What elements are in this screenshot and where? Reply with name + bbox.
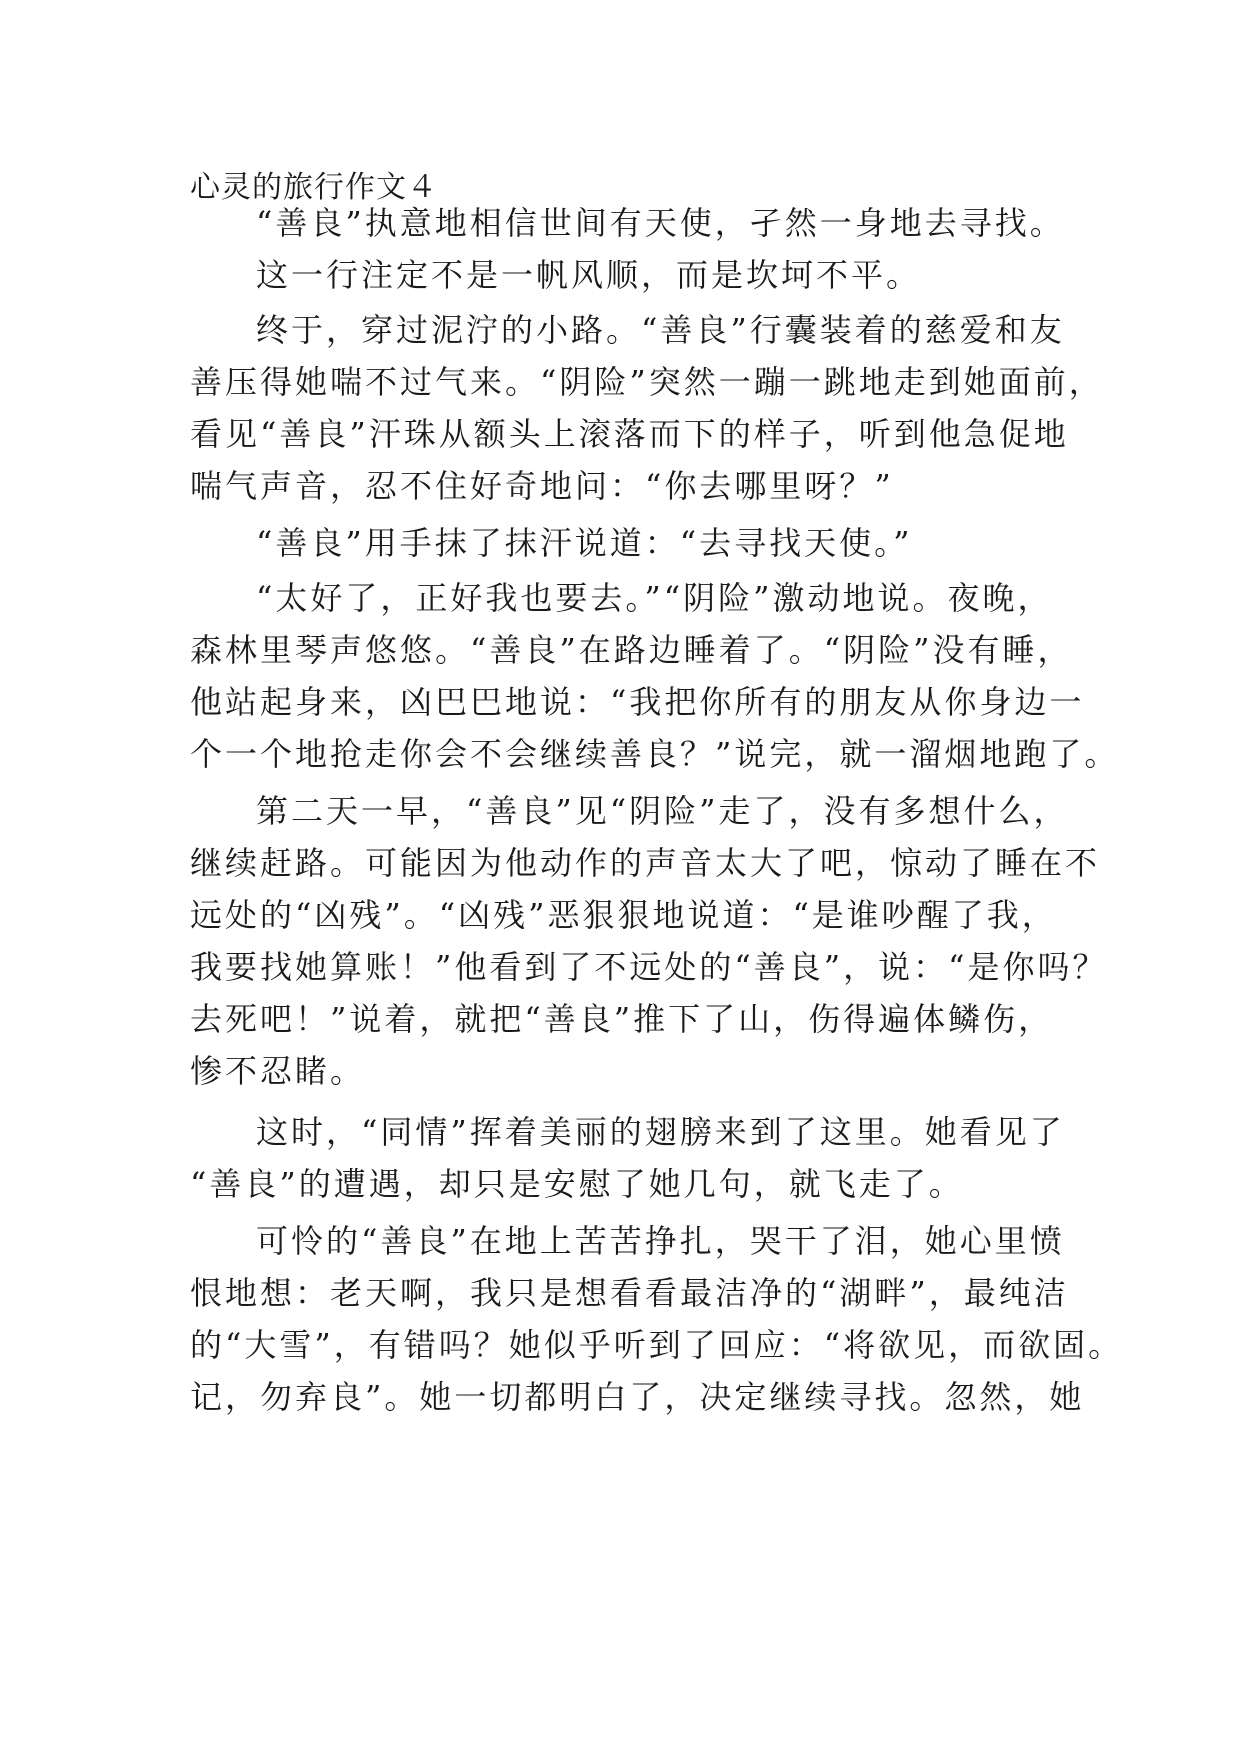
text-line: 终于，穿过泥泞的小路。“善良”行囊装着的慈爱和友 bbox=[256, 311, 1065, 349]
text-line: 恨地想：老天啊，我只是想看看最洁净的“湖畔”，最纯洁 bbox=[190, 1274, 1069, 1312]
text-line: 善压得她喘不过气来。“阴险”突然一蹦一跳地走到她面前， bbox=[190, 363, 1104, 401]
text-line: 的“大雪”，有错吗？她似乎听到了回应：“将欲见，而欲固。 bbox=[190, 1326, 1124, 1364]
text-line: 可怜的“善良”在地上苦苦挣扎，哭干了泪，她心里愤 bbox=[256, 1222, 1065, 1260]
text-line: 记，勿弃良”。她一切都明白了，决定继续寻找。忽然，她 bbox=[190, 1378, 1085, 1416]
text-line: 去死吧！”说着，就把“善良”推下了山，伤得遍体鳞伤， bbox=[190, 1000, 1054, 1038]
text-line: 惨不忍睹。 bbox=[190, 1052, 366, 1090]
text-line: 远处的“凶残”。“凶残”恶狠狠地说道：“是谁吵醒了我， bbox=[190, 896, 1057, 934]
text-line: 继续赶路。可能因为他动作的声音太大了吧，惊动了睡在不 bbox=[190, 844, 1101, 882]
text-line: 看见“善良”汗珠从额头上滚落而下的样子，听到他急促地 bbox=[190, 415, 1069, 453]
text-line: 喘气声音，忍不住好奇地问：“你去哪里呀？” bbox=[190, 467, 894, 505]
text-line: 第二天一早，“善良”见“阴险”走了，没有多想什么， bbox=[256, 792, 1069, 830]
text-line: 这时，“同情”挥着美丽的翅膀来到了这里。她看见了 bbox=[256, 1113, 1065, 1151]
text-line: 他站起身来，凶巴巴地说：“我把你所有的朋友从你身边一 bbox=[190, 683, 1085, 721]
text-line: “善良”执意地相信世间有天使，孑然一身地去寻找。 bbox=[256, 204, 1065, 242]
text-line: 个一个地抢走你会不会继续善良？”说完，就一溜烟地跑了。 bbox=[190, 735, 1120, 773]
text-line: 森林里琴声悠悠。“善良”在路边睡着了。“阴险”没有睡， bbox=[190, 631, 1073, 669]
text-line: “善良”的遭遇，却只是安慰了她几句，就飞走了。 bbox=[190, 1165, 964, 1203]
text-line: 我要找她算账！”他看到了不远处的“善良”，说：“是你吗？ bbox=[190, 948, 1108, 986]
text-line: “太好了，正好我也要去。”“阴险”激动地说。夜晚， bbox=[256, 579, 1053, 617]
document-title: 心灵的旅行作文４ bbox=[190, 170, 438, 205]
text-line: “善良”用手抹了抹汗说道：“去寻找天使。” bbox=[256, 524, 913, 562]
text-line: 这一行注定不是一帆风顺，而是坎坷不平。 bbox=[256, 256, 922, 294]
